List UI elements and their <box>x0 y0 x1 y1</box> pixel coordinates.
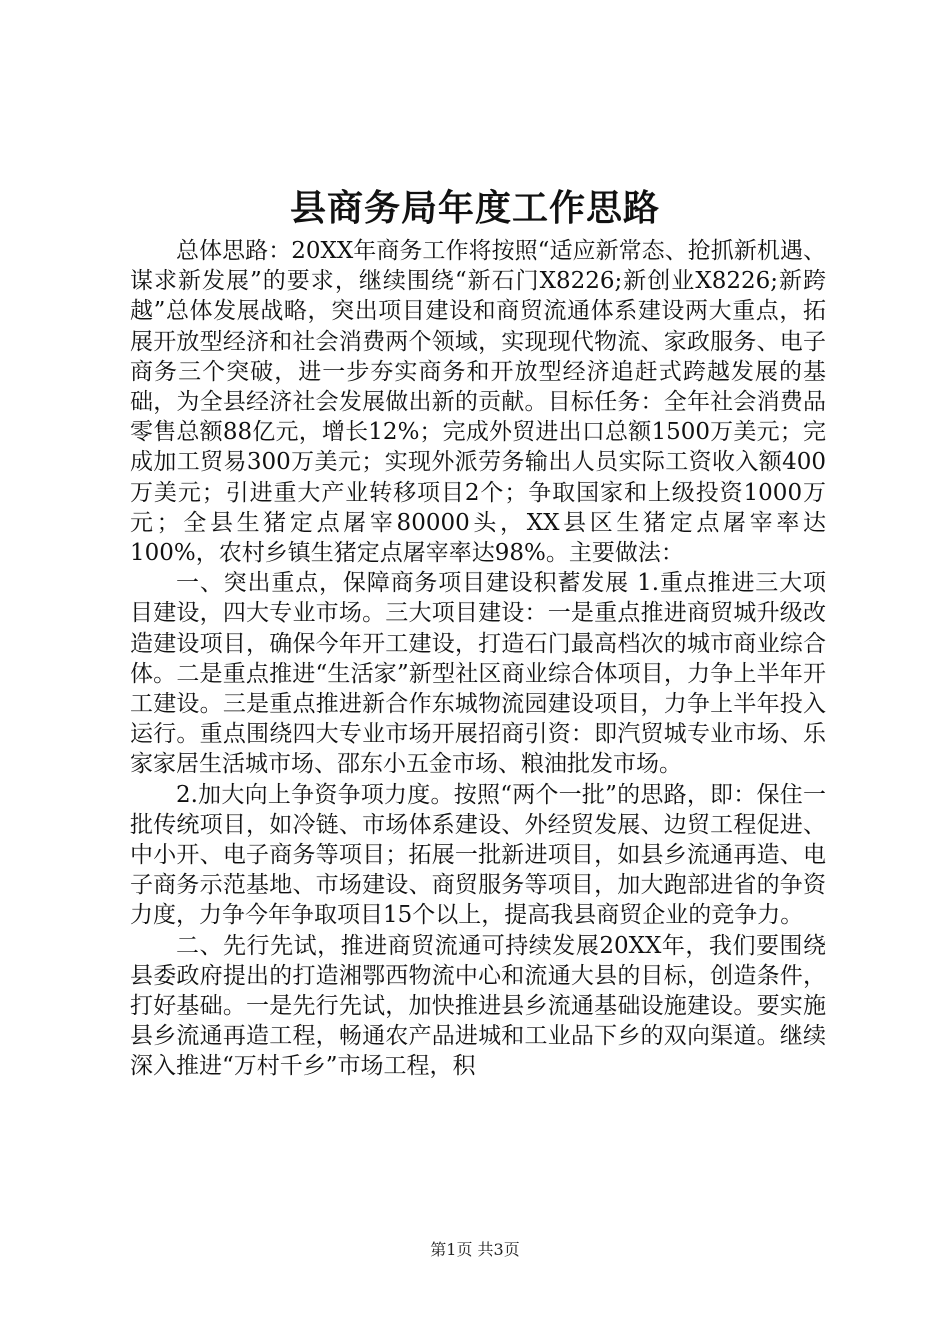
paragraph-overview: 总体思路：20XX年商务工作将按照“适应新常态、抢抓新机遇、谋求新发展”的要求，继续围绕“新石门X8226;新创业X8226;新跨越”总体发展战略，突出项目建设和商贸流通体系建设两大重点，拓展开放型经济和社会消费两个领域，实现现代物流、家政服务、电子商务三个突破，进一步夯实商务和开放型经济追赶式跨越发展的基础，为全县经济社会发展做出新的贡献。目标任务：全年社会消费品零售总额88亿元，增长12%；完成外贸进出口总额1500万美元；完成加工贸易300万美元；实现外派劳务输出人员实际工资收入额400万美元；引进重大产业转移项目2个；争取国家和上级投资1000万元；全县生猪定点屠宰80000头，XX县区生猪定点屠宰率达100%，农村乡镇生猪定点屠宰率达98%。主要做法： <box>130 238 826 567</box>
document-title: 县商务局年度工作思路 <box>289 187 660 229</box>
paragraph-item-two: 2.加大向上争资争项力度。按照“两个一批”的思路，即：保住一批传统项目，如冷链、市场体系建设、外经贸发展、边贸工程促进、中小开、电子商务等项目；拓展一批新进项目，如县乡流通再造、电子商务示范基地、市场建设、商贸服务等项目，加大跑部进省的争资力度，力争今年争取项目15个以上，提高我县商贸企业的竞争力。 <box>130 781 826 929</box>
page-number-footer: 第1页 共3页 <box>430 1240 520 1259</box>
document-body <box>130 236 826 1082</box>
paragraph-section-one: 一、突出重点，保障商务项目建设积蓄发展 1.重点推进三大项目建设，四大专业市场。三大项目建设：一是重点推进商贸城升级改造建设项目，确保今年开工建设，打造石门最高档次的城市商业综合体。二是重点推进“生活家”新型社区商业综合体项目，力争上半年开工建设。三是重点推进新合作东城物流园建设项目，力争上半年投入运行。重点围绕四大专业市场开展招商引资：即汽贸城专业市场、乐家家居生活城市场、邵东小五金市场、粮油批发市场。 <box>130 570 826 778</box>
paragraph-section-two: 二、先行先试，推进商贸流通可持续发展20XX年，我们要围绕县委政府提出的打造湘鄂西物流中心和流通大县的目标，创造条件，打好基础。一是先行先试，加快推进县乡流通基础设施建设。要实施县乡流通再造工程，畅通农产品进城和工业品下乡的双向渠道。继续深入推进“万村千乡”市场工程，积 <box>130 932 826 1080</box>
